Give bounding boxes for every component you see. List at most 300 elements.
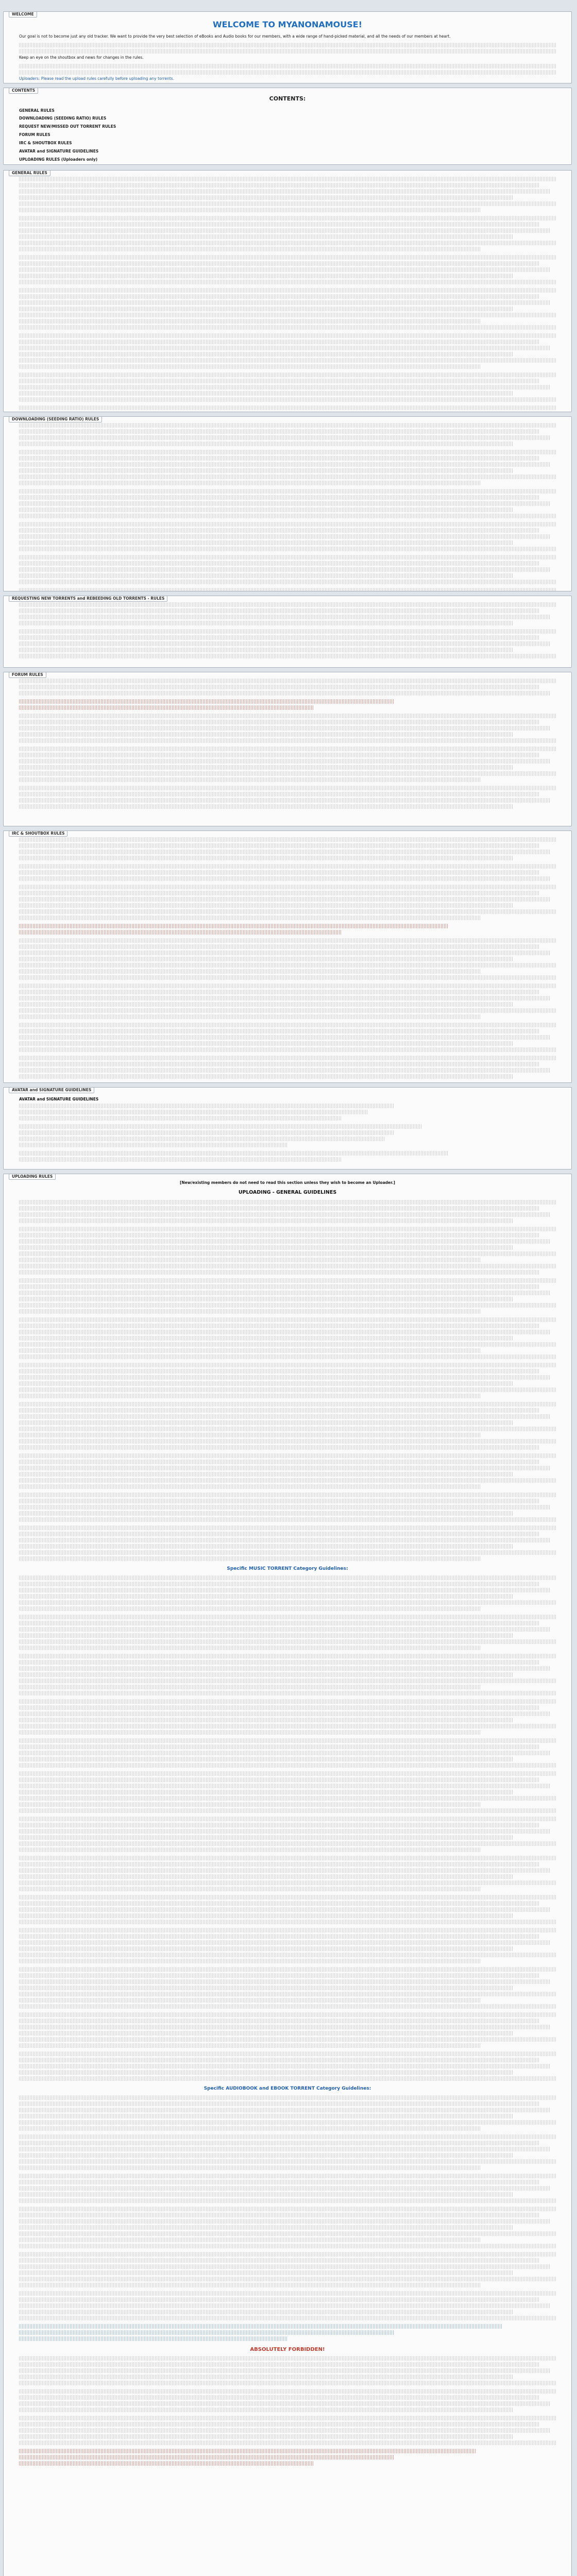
downloading-rules-section — [3, 416, 572, 591]
text-line — [19, 2324, 502, 2329]
text-line — [19, 423, 556, 428]
text-line — [19, 685, 540, 689]
text-line — [19, 1414, 551, 1419]
text-line — [19, 679, 556, 683]
text-line — [19, 1959, 481, 1963]
text-line — [19, 522, 556, 527]
text-line — [19, 567, 551, 572]
text-line — [19, 274, 513, 278]
text-line — [19, 580, 556, 584]
text-line — [19, 1934, 540, 1939]
text-line — [19, 1946, 513, 1951]
text-line — [19, 561, 540, 566]
text-line — [19, 1532, 540, 1536]
text-line — [19, 1284, 540, 1289]
text-line — [19, 1986, 513, 1990]
text-line — [19, 340, 540, 344]
request-rules-body — [19, 602, 556, 658]
text-line — [19, 1868, 551, 1873]
text-line — [19, 2043, 481, 2048]
text-line — [19, 1270, 540, 1275]
text-line — [19, 2031, 513, 2036]
text-line — [19, 1526, 556, 1530]
text-line — [19, 1505, 551, 1510]
text-line — [19, 2395, 540, 2400]
text-line — [19, 241, 556, 245]
general-rules-legend: GENERAL RULES — [9, 170, 50, 176]
text-line — [19, 705, 314, 710]
text-line — [19, 1074, 513, 1079]
text-line — [19, 891, 540, 895]
text-line — [19, 385, 551, 389]
text-line — [19, 1784, 551, 1788]
text-line — [19, 2389, 556, 2394]
text-line — [19, 870, 540, 875]
avatar-guidelines-legend: AVATAR and SIGNATURE GUIDELINES — [9, 1087, 94, 1093]
text-line — [19, 1660, 540, 1665]
irc-rules-legend: IRC & SHOUTBOX RULES — [9, 831, 67, 837]
text-line — [19, 1239, 551, 1244]
contents-link-requests[interactable]: REQUEST NEW/MISSED OUT TORRENT RULES — [19, 124, 116, 129]
text-line — [19, 1014, 481, 1019]
text-line — [19, 1068, 551, 1073]
text-line — [19, 2310, 513, 2314]
text-line — [19, 1992, 556, 1996]
text-line — [19, 1777, 540, 1782]
contents-legend: CONTENTS — [9, 88, 38, 94]
text-line — [19, 2192, 513, 2197]
text-line — [19, 765, 513, 770]
text-line — [19, 528, 540, 533]
text-line — [19, 1967, 556, 1972]
text-line — [19, 555, 556, 560]
text-line — [19, 1124, 422, 1129]
text-line — [19, 2336, 287, 2341]
text-line — [19, 1802, 481, 1807]
text-line — [19, 1062, 540, 1066]
text-line — [19, 2283, 481, 2287]
text-line — [19, 195, 513, 200]
text-line — [19, 2381, 556, 2385]
text-line — [19, 442, 513, 446]
text-line — [19, 1245, 513, 1250]
text-line — [19, 641, 551, 646]
text-line — [19, 1466, 551, 1470]
text-line — [19, 759, 551, 764]
text-line — [19, 325, 556, 330]
text-line — [19, 450, 556, 454]
audiobook-guidelines-heading: Specific AUDIOBOOK and EBOOK TORRENT Category Guidelines: — [203, 2086, 371, 2092]
contents-title: CONTENTS: — [269, 95, 306, 102]
text-line — [19, 183, 540, 188]
text-line — [19, 1200, 556, 1205]
text-line — [19, 2258, 540, 2263]
text-line — [19, 1705, 540, 1710]
text-line — [19, 1744, 540, 1749]
text-line — [19, 547, 556, 551]
text-line — [19, 2277, 556, 2281]
text-line — [19, 1907, 551, 1912]
text-line — [19, 732, 513, 737]
text-line — [19, 1348, 481, 1353]
text-line — [19, 1600, 556, 1605]
text-line — [19, 984, 556, 988]
text-line — [19, 876, 551, 881]
text-line — [19, 534, 551, 539]
text-line — [19, 2064, 551, 2069]
text-line — [19, 996, 551, 1001]
text-line — [19, 1104, 395, 1108]
text-line — [19, 1550, 556, 1555]
text-line — [19, 2270, 513, 2275]
text-line — [19, 1724, 556, 1728]
text-line — [19, 1354, 556, 1359]
text-line — [19, 2147, 551, 2151]
text-line — [19, 1484, 481, 1489]
text-line — [19, 738, 556, 743]
text-line — [19, 2303, 551, 2308]
text-line — [19, 1856, 556, 1860]
text-line — [19, 691, 551, 696]
text-line — [19, 1291, 551, 1295]
text-line — [19, 1953, 556, 1957]
text-line — [19, 699, 395, 704]
text-line — [19, 2264, 551, 2269]
text-line — [19, 1233, 540, 1238]
text-line — [19, 2401, 551, 2406]
text-line — [19, 2174, 556, 2178]
text-line — [19, 2134, 556, 2139]
contents-link-downloading[interactable]: DOWNLOADING (SEEDING RATIO) RULES — [19, 116, 107, 121]
text-line — [19, 909, 556, 914]
text-line — [19, 2126, 481, 2131]
text-line — [19, 608, 540, 613]
avatar-guidelines-heading: AVATAR and SIGNATURE GUIDELINES — [19, 1097, 99, 1101]
text-line — [19, 1511, 513, 1516]
text-line — [19, 1646, 481, 1650]
text-line — [19, 1757, 513, 1761]
text-line — [19, 247, 481, 251]
text-line — [19, 1258, 481, 1262]
welcome-banner: WELCOME TO MYANONAMOUSE! — [212, 20, 362, 29]
text-line — [19, 495, 540, 500]
text-line — [19, 1493, 556, 1497]
text-line — [19, 2434, 513, 2439]
text-line — [19, 2362, 540, 2367]
text-line — [19, 1848, 481, 1852]
uploading-title: UPLOADING - GENERAL GUIDELINES — [238, 1189, 337, 1195]
contents-link-irc[interactable]: IRC & SHOUTBOX RULES — [19, 141, 72, 146]
downloading-rules-legend: DOWNLOADING (SEEDING RATIO) RULES — [9, 416, 102, 422]
text-line — [19, 2120, 556, 2125]
text-line — [19, 2052, 556, 2056]
music-guidelines-body — [19, 1575, 556, 2081]
text-line — [19, 1901, 540, 1906]
text-line — [19, 501, 551, 506]
text-line — [19, 474, 556, 479]
text-line — [19, 280, 556, 284]
text-line — [19, 747, 556, 751]
text-line — [19, 346, 551, 350]
music-guidelines-heading: Specific MUSIC TORRENT Category Guidelines: — [227, 1566, 348, 1572]
text-line — [19, 333, 556, 338]
intro-paragraph: Our goal is not to become just any old tracker. We want to provide the very best selection of eBooks and Audio books for our members, with a wide range of hand-picked material, and all the needs of our members at heart. — [19, 34, 451, 39]
text-line — [19, 358, 556, 363]
text-line — [19, 1499, 540, 1503]
text-line — [19, 2012, 556, 2017]
text-line — [19, 2186, 551, 2191]
text-line — [19, 804, 513, 809]
text-line — [19, 916, 481, 920]
text-line — [19, 1402, 556, 1406]
text-block — [19, 49, 556, 54]
text-line — [19, 1699, 556, 1704]
text-line — [19, 1264, 556, 1268]
text-line — [19, 1041, 513, 1046]
text-line — [19, 1763, 556, 1768]
text-line — [19, 2025, 551, 2029]
text-line — [19, 2076, 556, 2081]
text-line — [19, 319, 481, 324]
text-line — [19, 944, 540, 949]
text-line — [19, 573, 513, 578]
text-line — [19, 2141, 540, 2145]
text-line — [19, 1691, 556, 1696]
text-line — [19, 1330, 551, 1334]
text-line — [19, 1408, 540, 1413]
text-line — [19, 1394, 481, 1398]
text-line — [19, 726, 551, 731]
text-line — [19, 1633, 513, 1638]
text-line — [19, 201, 556, 206]
text-line — [19, 885, 556, 889]
text-line — [19, 957, 513, 961]
text-line — [19, 1002, 513, 1007]
text-line — [19, 2213, 540, 2217]
text-line — [19, 1738, 556, 1743]
welcome-intro — [19, 34, 556, 81]
text-line — [19, 234, 513, 239]
text-line — [19, 1771, 556, 1776]
text-line — [19, 1588, 551, 1592]
text-block — [19, 64, 556, 69]
text-line — [19, 1453, 556, 1458]
text-line — [19, 2368, 551, 2373]
text-line — [19, 753, 540, 757]
uploading-rules-legend: UPLOADING RULES — [9, 1174, 56, 1180]
text-block — [19, 70, 556, 75]
text-line — [19, 379, 540, 383]
text-line — [19, 1639, 556, 1644]
text-line — [19, 391, 513, 396]
request-rules-legend: REQUESTING NEW TORRENTS and REBEEDING OLD TORRENTS - RULES — [9, 596, 167, 602]
text-line — [19, 1381, 513, 1386]
text-line — [19, 602, 556, 607]
text-line — [19, 897, 551, 902]
text-line — [19, 2441, 556, 2445]
text-line — [19, 1672, 513, 1677]
text-line — [19, 924, 449, 928]
text-line — [19, 2207, 556, 2211]
text-line — [19, 1627, 551, 1632]
text-line — [19, 300, 551, 305]
text-line — [19, 364, 481, 369]
text-line — [19, 2244, 556, 2248]
avatar-guidelines-body — [19, 1104, 556, 1162]
text-line — [19, 1594, 513, 1599]
text-line — [19, 429, 540, 434]
text-line — [19, 294, 540, 299]
text-line — [19, 2356, 556, 2361]
text-line — [19, 2219, 551, 2224]
text-line — [19, 2165, 481, 2170]
text-line — [19, 189, 551, 194]
text-line — [19, 1823, 540, 1827]
uploading-general-body — [19, 1200, 556, 1561]
text-line — [19, 1227, 556, 1231]
text-line — [19, 405, 556, 410]
forum-rules-legend: FORUM RULES — [9, 672, 46, 678]
text-line — [19, 1056, 556, 1060]
general-rules-section — [3, 170, 572, 412]
text-line — [19, 837, 556, 842]
text-line — [19, 1472, 513, 1477]
text-line — [19, 1874, 513, 1879]
text-line — [19, 1556, 481, 1561]
text-line — [19, 1427, 556, 1431]
irc-rules-section — [3, 831, 572, 1083]
text-line — [19, 864, 556, 869]
text-line — [19, 588, 556, 591]
text-line — [19, 1212, 551, 1217]
text-line — [19, 462, 551, 467]
text-line — [19, 1582, 540, 1586]
text-line — [19, 621, 513, 625]
text-line — [19, 2180, 540, 2184]
text-line — [19, 648, 513, 652]
text-line — [19, 2330, 395, 2335]
text-line — [19, 903, 513, 908]
text-line — [19, 2159, 556, 2164]
text-line — [19, 2095, 556, 2100]
welcome-legend: WELCOME — [9, 11, 37, 18]
text-line — [19, 969, 481, 974]
text-line — [19, 629, 556, 634]
text-line — [19, 1303, 556, 1308]
text-line — [19, 507, 513, 512]
text-line — [19, 1920, 556, 1924]
text-line — [19, 798, 551, 803]
text-line — [19, 313, 556, 317]
text-line — [19, 1206, 540, 1211]
text-line — [19, 1841, 556, 1846]
text-line — [19, 1218, 513, 1223]
text-line — [19, 1887, 481, 1891]
text-line — [19, 1309, 481, 1314]
text-line — [19, 2455, 395, 2460]
text-line — [19, 1035, 551, 1040]
text-line — [19, 720, 540, 724]
text-line — [19, 1324, 540, 1328]
text-line — [19, 2037, 556, 2042]
text-line — [19, 1998, 481, 2003]
text-line — [19, 481, 481, 485]
text-line — [19, 1575, 556, 1580]
text-line — [19, 1369, 540, 1374]
text-line — [19, 777, 481, 782]
text-line — [19, 930, 341, 935]
text-line — [19, 1433, 481, 1437]
text-line — [19, 255, 556, 260]
contents-link-uploading[interactable]: UPLOADING RULES (Uploaders only) — [19, 157, 98, 162]
text-line — [19, 843, 540, 848]
text-line — [19, 714, 556, 718]
text-line — [19, 1835, 513, 1840]
text-line — [19, 1615, 556, 1619]
intro-paragraph: Uploaders: Please read the upload rules carefully before uploading any torrents. — [19, 76, 175, 81]
text-line — [19, 2252, 556, 2257]
contents-link-general[interactable]: GENERAL RULES — [19, 108, 55, 113]
text-line — [19, 1517, 556, 1522]
contents-link-avatar[interactable]: AVATAR and SIGNATURE GUIDELINES — [19, 148, 99, 154]
text-line — [19, 2316, 556, 2320]
downloading-rules-body — [19, 423, 556, 591]
text-line — [19, 2004, 556, 2009]
text-line — [19, 975, 556, 980]
text-line — [19, 1685, 481, 1689]
text-line — [19, 1137, 384, 1141]
text-line — [19, 2108, 551, 2112]
text-line — [19, 1023, 556, 1027]
text-line — [19, 1375, 551, 1380]
text-line — [19, 1666, 551, 1671]
text-line — [19, 1420, 513, 1425]
text-line — [19, 792, 540, 796]
text-line — [19, 856, 513, 860]
text-line — [19, 771, 556, 776]
contents-section — [3, 88, 572, 165]
text-line — [19, 2102, 540, 2106]
text-line — [19, 2416, 556, 2420]
text-line — [19, 615, 551, 619]
text-line — [19, 222, 540, 227]
text-line — [19, 654, 556, 658]
text-line — [19, 2428, 551, 2433]
general-rules-body — [19, 177, 556, 412]
text-line — [19, 1880, 556, 1885]
text-line — [19, 963, 556, 968]
text-line — [19, 1363, 556, 1367]
intro-paragraph: Keep an eye on the shoutbox and news for changes in the rules. — [19, 55, 144, 60]
text-line — [19, 288, 556, 293]
text-line — [19, 1460, 540, 1464]
welcome-section — [3, 11, 572, 83]
text-line — [19, 2449, 476, 2453]
contents-link-forum[interactable]: FORUM RULES — [19, 132, 50, 138]
text-line — [19, 435, 551, 440]
text-line — [19, 1913, 513, 1918]
text-line — [19, 2198, 556, 2203]
text-line — [19, 1278, 556, 1283]
text-line — [19, 514, 556, 518]
text-line — [19, 307, 513, 311]
text-line — [19, 1342, 556, 1347]
text-line — [19, 216, 556, 221]
text-line — [19, 1439, 556, 1444]
irc-rules-body — [19, 837, 556, 1079]
text-line — [19, 1143, 287, 1147]
text-line — [19, 1829, 551, 1834]
